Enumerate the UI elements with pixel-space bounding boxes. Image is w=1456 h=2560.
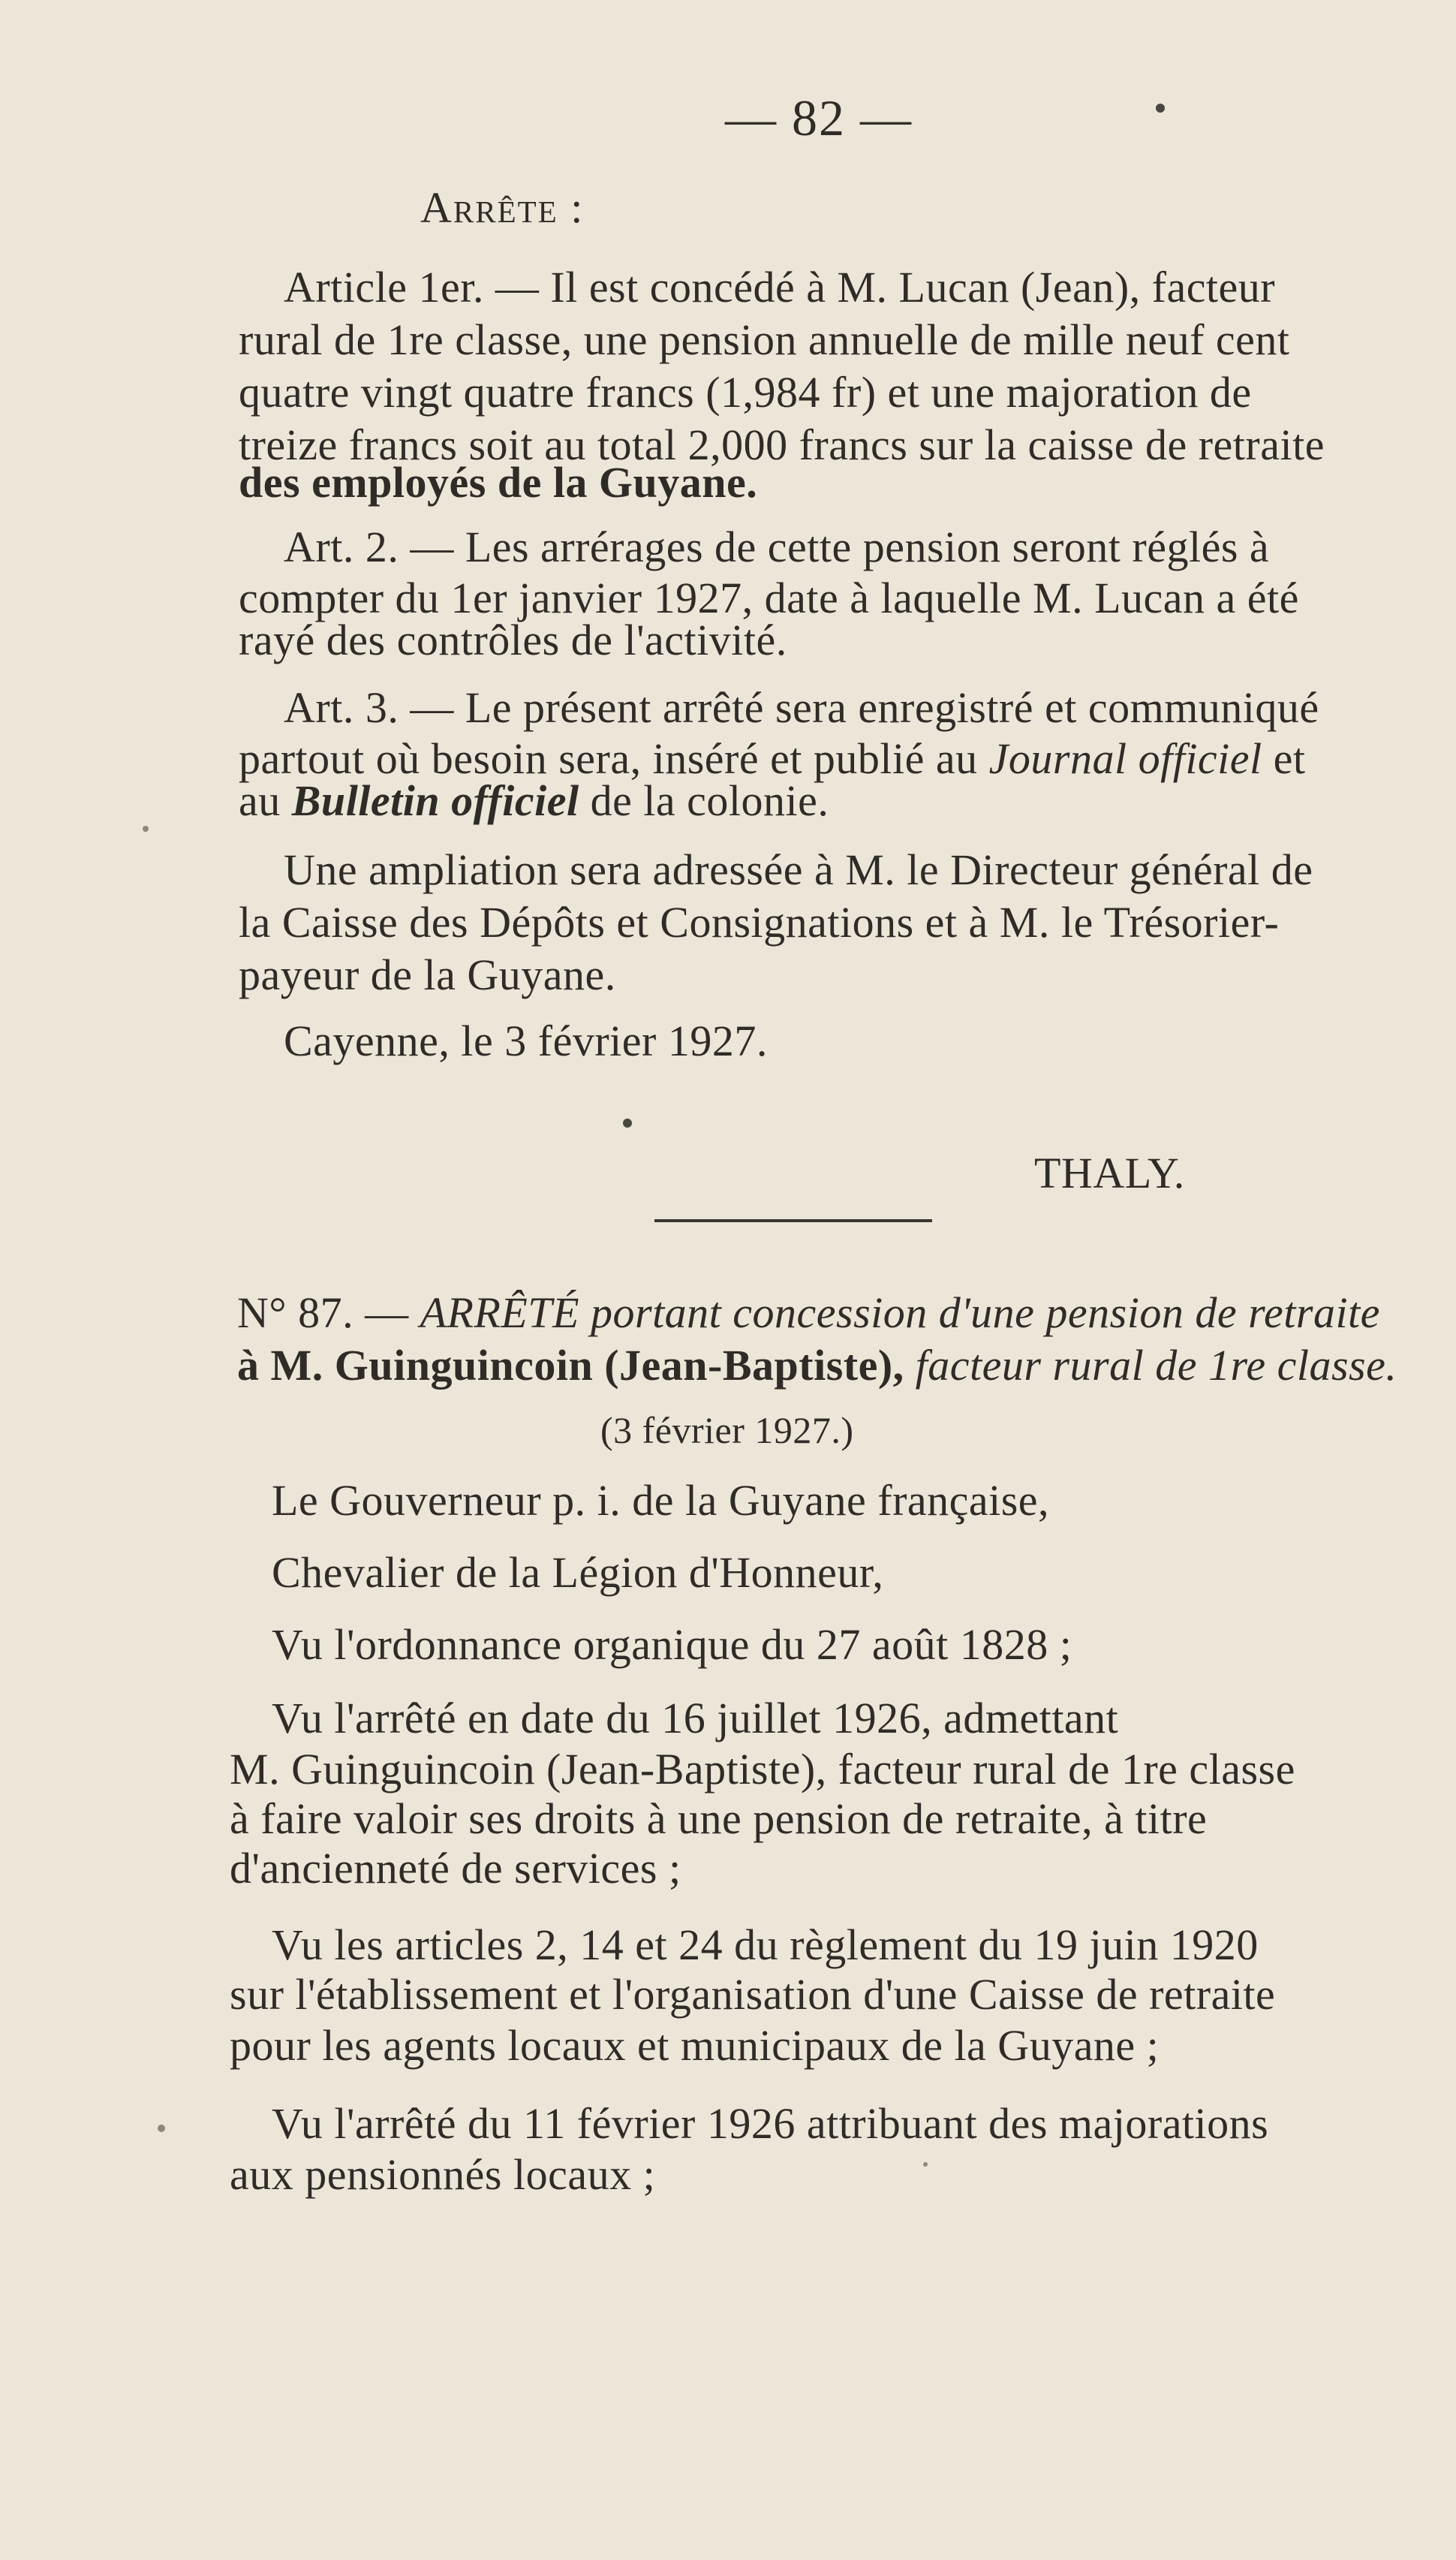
- paper-speck: [158, 2125, 165, 2132]
- bulletin-officiel-title: Bulletin officiel: [291, 776, 579, 825]
- arrete-87-title: [237, 1339, 1397, 1392]
- paper-speck: [143, 826, 149, 832]
- journal-officiel-title: Journal officiel: [988, 734, 1262, 783]
- arrete-87-number: N° 87. —: [237, 1288, 420, 1337]
- arrete-87-recipient: à M. Guinguincoin (Jean-Baptiste),: [237, 1341, 916, 1390]
- chevalier-line: Chevalier de la Légion d'Honneur,: [272, 1548, 884, 1597]
- vu-line: à faire valoir ses droits à une pension de retraite, à titre: [230, 1794, 1208, 1843]
- vu-line: Vu l'arrêté du 11 février 1926 attribuant des majorations: [272, 2099, 1269, 2148]
- article-2-line: rayé des contrôles de l'activité.: [239, 616, 787, 664]
- article-1-line: quatre vingt quatre francs (1,984 fr) et une majoration de: [239, 368, 1252, 417]
- article-3-text: au: [239, 776, 292, 825]
- article-3-line: [239, 775, 829, 827]
- vu-ordonnance: Vu l'ordonnance organique du 27 août 1828 ;: [272, 1620, 1072, 1669]
- heading-arrete: Arrête :: [420, 183, 585, 232]
- article-1-line: Article 1er. — Il est concédé à M. Lucan (Jean), facteur: [284, 263, 1276, 312]
- article-1-line: treize francs soit au total 2,000 francs sur la caisse de retraite: [239, 420, 1325, 469]
- ink-dot: [623, 1119, 632, 1128]
- article-1-line: des employés de la Guyane.: [239, 458, 758, 507]
- article-3-text: et: [1262, 734, 1306, 783]
- section-divider: [654, 1219, 932, 1222]
- article-2-line: compter du 1er janvier 1927, date à laquelle M. Lucan a été: [239, 574, 1299, 622]
- vu-line: d'ancienneté de services ;: [230, 1844, 681, 1893]
- ampliation-line: Une ampliation sera adressée à M. le Directeur général de: [284, 845, 1313, 894]
- paper-speck: [923, 2162, 928, 2167]
- ink-dot: [1156, 104, 1165, 113]
- arrete-87-role: facteur rural de 1re classe.: [915, 1341, 1397, 1390]
- article-3-text: partout où besoin sera, inséré et publié au: [239, 734, 989, 783]
- vu-line: Vu les articles 2, 14 et 24 du règlement du 19 juin 1920: [272, 1920, 1259, 1969]
- governor-line: Le Gouverneur p. i. de la Guyane française,: [272, 1476, 1050, 1525]
- arrete-87-date: (3 février 1927.): [600, 1409, 854, 1451]
- vu-line: M. Guinguincoin (Jean-Baptiste), facteur rural de 1re classe: [230, 1745, 1295, 1794]
- arrete-87-title: [237, 1287, 1380, 1339]
- date-place: Cayenne, le 3 février 1927.: [284, 1016, 768, 1065]
- arrete-87-title-text: ARRÊTÉ portant concession d'une pension de retraite: [420, 1288, 1380, 1337]
- page-number: — 82 —: [725, 89, 913, 146]
- vu-line: Vu l'arrêté en date du 16 juillet 1926, admettant: [272, 1694, 1119, 1742]
- vu-line: aux pensionnés locaux ;: [230, 2150, 656, 2199]
- article-3-line: Art. 3. — Le présent arrêté sera enregistré et communiqué: [284, 683, 1319, 732]
- article-1-line: rural de 1re classe, une pension annuelle de mille neuf cent: [239, 315, 1290, 364]
- vu-line: sur l'établissement et l'organisation d'une Caisse de retraite: [230, 1970, 1276, 2019]
- vu-line: pour les agents locaux et municipaux de la Guyane ;: [230, 2021, 1160, 2070]
- ampliation-line: payeur de la Guyane.: [239, 950, 616, 999]
- article-3-text: de la colonie.: [579, 776, 829, 825]
- signature: THALY.: [1034, 1149, 1185, 1197]
- article-2-line: Art. 2. — Les arrérages de cette pension seront réglés à: [284, 523, 1270, 571]
- ampliation-line: la Caisse des Dépôts et Consignations et à M. le Trésorier-: [239, 898, 1280, 947]
